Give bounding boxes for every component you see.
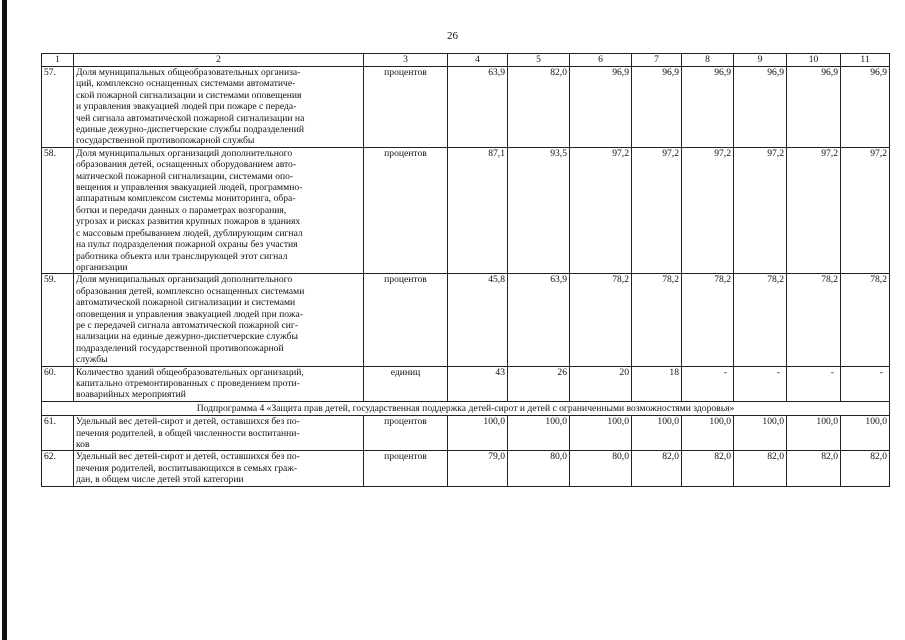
row-value: 78,2 bbox=[734, 274, 787, 366]
row-description bbox=[74, 366, 364, 401]
page-edge-shadow bbox=[2, 0, 7, 640]
description-line: капитально отремонтированных с проведением проти- bbox=[76, 377, 300, 389]
indicators-table bbox=[41, 53, 890, 487]
header-cell-1: 1 bbox=[42, 54, 74, 67]
row-number: 60. bbox=[42, 366, 74, 401]
row-value: 79,0 bbox=[448, 451, 508, 486]
row-value: 97,2 bbox=[734, 147, 787, 273]
header-cell-8: 8 bbox=[682, 54, 734, 67]
row-value: 82,0 bbox=[508, 67, 570, 148]
description-line: вещения и управления эвакуацией людей, программно- bbox=[76, 182, 303, 194]
row-unit: процентов bbox=[364, 147, 448, 273]
description-line: печения родителей, воспитывающихся в семьях граж- bbox=[76, 462, 298, 474]
subprogram-title: Подпрограмма 4 «Защита прав детей, государственная поддержка детей-сирот и детей с ограниченными возможностями здоровья» bbox=[42, 401, 890, 415]
row-value: 87,1 bbox=[448, 147, 508, 273]
description-line: с массовым пребыванием людей, дублирующим сигнал bbox=[76, 227, 303, 239]
header-cell-9: 9 bbox=[734, 54, 787, 67]
row-value: 63,9 bbox=[508, 274, 570, 366]
row-value: 26 bbox=[508, 366, 570, 401]
row-description bbox=[74, 416, 364, 451]
subprogram-row bbox=[42, 401, 890, 415]
description-line: Доля муниципальных организаций дополнительного bbox=[76, 147, 293, 159]
description-line: Доля муниципальных организаций дополнительного bbox=[76, 274, 293, 286]
header-cell-2: 2 bbox=[74, 54, 364, 67]
row-value: - bbox=[682, 366, 734, 401]
description-line: автоматической пожарной сигнализации и системами bbox=[76, 297, 296, 309]
row-value: 100,0 bbox=[570, 416, 632, 451]
description-line: подразделений государственной противопожарной bbox=[76, 342, 284, 354]
row-unit: процентов bbox=[364, 67, 448, 148]
row-value: 82,0 bbox=[632, 451, 682, 486]
description-line: Удельный вес детей-сирот и детей, оставшихся без по- bbox=[76, 416, 300, 428]
header-cell-4: 4 bbox=[448, 54, 508, 67]
row-value: 96,9 bbox=[841, 67, 890, 148]
description-line: работника объекта или транслирующей этот сигнал bbox=[76, 250, 288, 262]
row-value: 20 bbox=[570, 366, 632, 401]
description-line: ской пожарной сигнализации и системами оповещения bbox=[76, 89, 302, 101]
description-line: печения родителей, в общей численности воспитанни- bbox=[76, 427, 300, 439]
row-value: 82,0 bbox=[682, 451, 734, 486]
row-description bbox=[74, 147, 364, 273]
description-line: образования детей, комплексно оснащенных системами bbox=[76, 285, 305, 297]
row-value: 100,0 bbox=[632, 416, 682, 451]
row-number: 57. bbox=[42, 67, 74, 148]
row-number: 58. bbox=[42, 147, 74, 273]
row-value: 96,9 bbox=[787, 67, 841, 148]
row-description bbox=[74, 67, 364, 148]
row-value: 97,2 bbox=[682, 147, 734, 273]
header-cell-3: 3 bbox=[364, 54, 448, 67]
description-line: ций, комплексно оснащенных системами автоматиче- bbox=[76, 78, 296, 90]
table-row bbox=[42, 451, 890, 486]
table-row bbox=[42, 274, 890, 366]
table-row bbox=[42, 67, 890, 148]
row-value: 96,9 bbox=[682, 67, 734, 148]
description-line: чей сигнала автоматической пожарной сигнализации на bbox=[76, 112, 305, 124]
row-value: 97,2 bbox=[632, 147, 682, 273]
description-line: Количество зданий общеобразовательных организаций, bbox=[76, 366, 304, 378]
header-cell-7: 7 bbox=[632, 54, 682, 67]
description-line: Доля муниципальных общеобразовательных организа- bbox=[76, 67, 301, 78]
header-cell-10: 10 bbox=[787, 54, 841, 67]
description-line: дан, в общем числе детей этой категории bbox=[76, 474, 244, 486]
row-unit: единиц bbox=[364, 366, 448, 401]
header-cell-6: 6 bbox=[570, 54, 632, 67]
description-line: ре с передачей сигнала автоматической пожарной сиг- bbox=[76, 319, 299, 331]
row-value: 100,0 bbox=[734, 416, 787, 451]
row-unit: процентов bbox=[364, 416, 448, 451]
description-line: аппаратным комплексом системы мониторинга, обра- bbox=[76, 193, 296, 205]
table-row bbox=[42, 416, 890, 451]
description-line: угрозах и рисках развития крупных пожаров в зданиях bbox=[76, 216, 301, 228]
row-value: 100,0 bbox=[787, 416, 841, 451]
page-number: 26 bbox=[447, 30, 458, 42]
row-value: 97,2 bbox=[841, 147, 890, 273]
row-value: 96,9 bbox=[632, 67, 682, 148]
description-line: ков bbox=[76, 439, 90, 450]
table-row bbox=[42, 147, 890, 273]
description-line: организации bbox=[76, 261, 128, 273]
description-line: ботки и передачи данных о параметрах возгорания, bbox=[76, 204, 287, 216]
description-line: на пульт подразделения пожарной охраны без участия bbox=[76, 239, 298, 251]
row-description bbox=[74, 274, 364, 366]
row-value: 96,9 bbox=[570, 67, 632, 148]
row-value: 97,2 bbox=[570, 147, 632, 273]
row-value: 78,2 bbox=[841, 274, 890, 366]
row-value: 82,0 bbox=[841, 451, 890, 486]
row-number: 59. bbox=[42, 274, 74, 366]
row-number: 62. bbox=[42, 451, 74, 486]
row-value: 93,5 bbox=[508, 147, 570, 273]
table-row bbox=[42, 366, 890, 401]
description-line: оповещения и управления эвакуацией людей при пожа- bbox=[76, 308, 303, 320]
row-value: - bbox=[841, 366, 890, 401]
row-value: 43 bbox=[448, 366, 508, 401]
row-value: - bbox=[787, 366, 841, 401]
row-value: 100,0 bbox=[841, 416, 890, 451]
row-unit: процентов bbox=[364, 451, 448, 486]
row-value: 100,0 bbox=[448, 416, 508, 451]
row-value: 100,0 bbox=[508, 416, 570, 451]
description-line: и управления эвакуацией людей при пожаре с переда- bbox=[76, 101, 297, 113]
header-cell-5: 5 bbox=[508, 54, 570, 67]
row-value: 78,2 bbox=[570, 274, 632, 366]
row-value: 78,2 bbox=[787, 274, 841, 366]
description-line: воаварийных мероприятий bbox=[76, 389, 186, 401]
row-value: 63,9 bbox=[448, 67, 508, 148]
description-line: единые дежурно-диспетчерские службы подразделений bbox=[76, 124, 305, 136]
description-line: службы bbox=[76, 354, 108, 366]
header-row bbox=[42, 54, 890, 67]
header-cell-11: 11 bbox=[841, 54, 890, 67]
row-number: 61. bbox=[42, 416, 74, 451]
row-value: 45,8 bbox=[448, 274, 508, 366]
description-line: Удельный вес детей-сирот и детей, оставшихся без по- bbox=[76, 451, 300, 463]
description-line: образования детей, оснащенных оборудованием авто- bbox=[76, 159, 297, 171]
row-unit: процентов bbox=[364, 274, 448, 366]
row-value: 80,0 bbox=[570, 451, 632, 486]
row-value: - bbox=[734, 366, 787, 401]
row-description bbox=[74, 451, 364, 486]
row-value: 78,2 bbox=[682, 274, 734, 366]
row-value: 80,0 bbox=[508, 451, 570, 486]
row-value: 82,0 bbox=[734, 451, 787, 486]
description-line: государственной противопожарной службы bbox=[76, 135, 255, 147]
row-value: 18 bbox=[632, 366, 682, 401]
row-value: 96,9 bbox=[734, 67, 787, 148]
row-value: 82,0 bbox=[787, 451, 841, 486]
row-value: 97,2 bbox=[787, 147, 841, 273]
row-value: 100,0 bbox=[682, 416, 734, 451]
row-value: 78,2 bbox=[632, 274, 682, 366]
description-line: нализации на единые дежурно-диспетчерские службы bbox=[76, 331, 298, 343]
description-line: матической пожарной сигнализации, системами опо- bbox=[76, 170, 294, 182]
